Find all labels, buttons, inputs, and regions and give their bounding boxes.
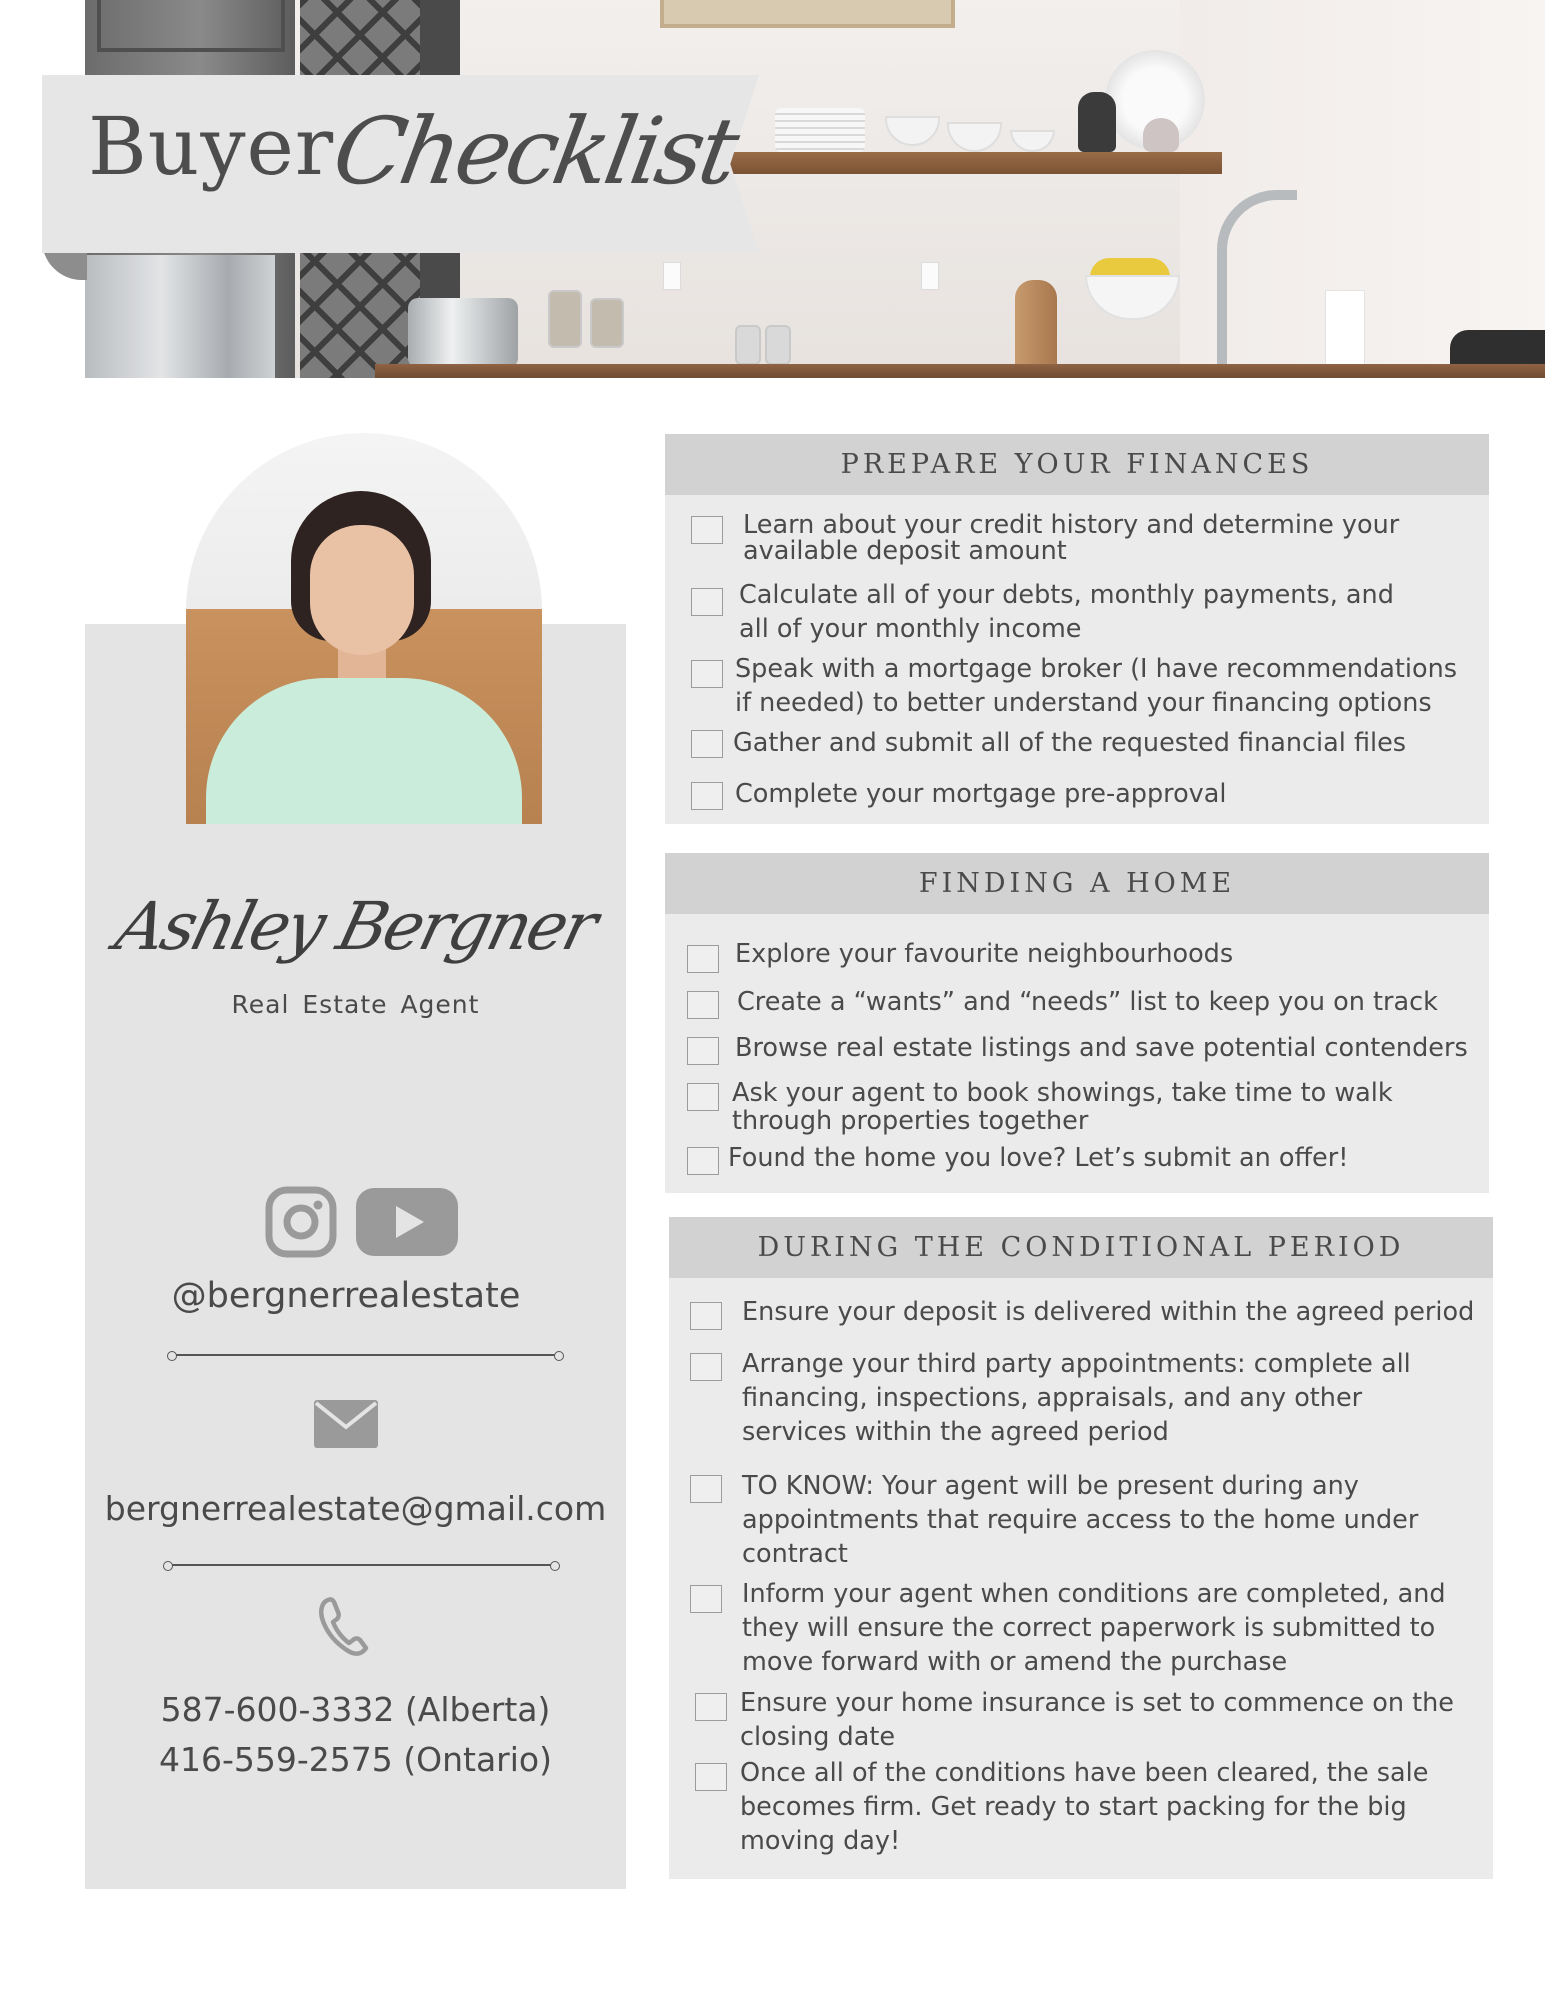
checklist-item: Explore your favourite neighbourhoods [735,939,1234,969]
checkbox[interactable] [687,1147,719,1175]
youtube-icon[interactable] [356,1188,458,1256]
checklist-item: Ensure your deposit is delivered within the agreed period [742,1297,1475,1327]
fruit-bowl [1085,275,1180,320]
checkbox[interactable] [691,516,723,544]
checkbox[interactable] [687,1083,719,1111]
checklist-item: Learn about your credit history and determine your available deposit amount [743,510,1400,566]
checklist-item: TO KNOW: Your agent will be present during any appointments that require access to the home under contract [742,1471,1419,1569]
faucet [1217,190,1297,370]
agent-signature: Ashley Bergner [108,888,603,965]
checkbox[interactable] [690,1585,722,1613]
section-heading: DURING THE CONDITIONAL PERIOD [669,1217,1493,1278]
wall-art [660,0,955,28]
section-finding-home [665,853,1489,1193]
section-prepare-finances [665,434,1489,824]
checkbox[interactable] [695,1763,727,1791]
checklist-item: Gather and submit all of the requested financial files [733,728,1407,758]
agent-title: Real Estate Agent [231,990,480,1019]
bowl [885,116,940,146]
bowl [947,122,1002,152]
jar [548,290,582,348]
fridge [85,255,275,378]
vase [1143,118,1179,152]
jar [735,325,761,365]
checklist-item: Browse real estate listings and save potential contenders [735,1033,1468,1063]
plate-stack [775,108,865,152]
envelope-icon [314,1400,378,1448]
checklist-item: Found the home you love? Let’s submit an offer! [728,1143,1349,1173]
checklist-item: Inform your agent when conditions are completed, and they will ensure the correct paperwork is submitted to move forward with or amend the purchase [742,1579,1446,1677]
checklist-item: Once all of the conditions have been cleared, the sale becomes firm. Get ready to start packing for the big moving day! [740,1758,1429,1856]
checklist-item: Ask your agent to book showings, take time to walk through properties together [732,1078,1393,1136]
checklist-item: Ensure your home insurance is set to commence on the closing date [740,1688,1454,1752]
checkbox[interactable] [691,730,723,758]
divider [173,1354,558,1356]
checkbox[interactable] [691,588,723,616]
instagram-icon[interactable] [265,1186,337,1258]
checkbox[interactable] [690,1475,722,1503]
checkbox[interactable] [691,782,723,810]
section-heading: PREPARE YOUR FINANCES [665,434,1489,495]
divider [169,1564,554,1566]
cutting-board [1015,280,1057,370]
phone-ontario[interactable]: 416-559-2575 (Ontario) [159,1740,552,1779]
checkbox[interactable] [687,945,719,973]
countertop [375,364,1545,378]
checkbox[interactable] [687,991,719,1019]
checkbox[interactable] [690,1353,722,1381]
phone-numbers [85,1685,626,1785]
checkbox[interactable] [691,660,723,688]
phone-alberta[interactable]: 587-600-3332 (Alberta) [160,1690,551,1729]
section-heading: FINDING A HOME [665,853,1489,914]
outlet [663,262,681,290]
checkbox[interactable] [690,1302,722,1330]
jar [765,325,791,365]
shelf [697,152,1222,174]
vase [1078,92,1116,152]
checkbox[interactable] [687,1037,719,1065]
phone-icon [318,1596,370,1656]
checklist-item: Calculate all of your debts, monthly payments, and all of your monthly income [739,580,1394,644]
checklist-item: Arrange your third party appointments: complete all financing, inspections, appraisals, and any other services within the agreed period [742,1349,1411,1447]
checklist-item: Speak with a mortgage broker (I have recommendations if needed) to better understand your financing options [735,654,1458,718]
title-buyer: Buyer [88,100,335,193]
checkbox[interactable] [695,1693,727,1721]
toaster [408,298,518,368]
bowl [1010,130,1055,152]
jar [590,298,624,348]
section-conditional-period [669,1217,1493,1879]
outlet [921,262,939,290]
checklist-item: Create a “wants” and “needs” list to keep you on track [737,987,1438,1017]
social-handle[interactable]: @bergnerrealestate [171,1276,521,1316]
checklist-item: Complete your mortgage pre-approval [735,779,1227,809]
agent-photo [186,433,542,824]
title-checklist: Checklist [325,98,743,205]
email-address[interactable]: bergnerrealestate@gmail.com [104,1489,607,1528]
